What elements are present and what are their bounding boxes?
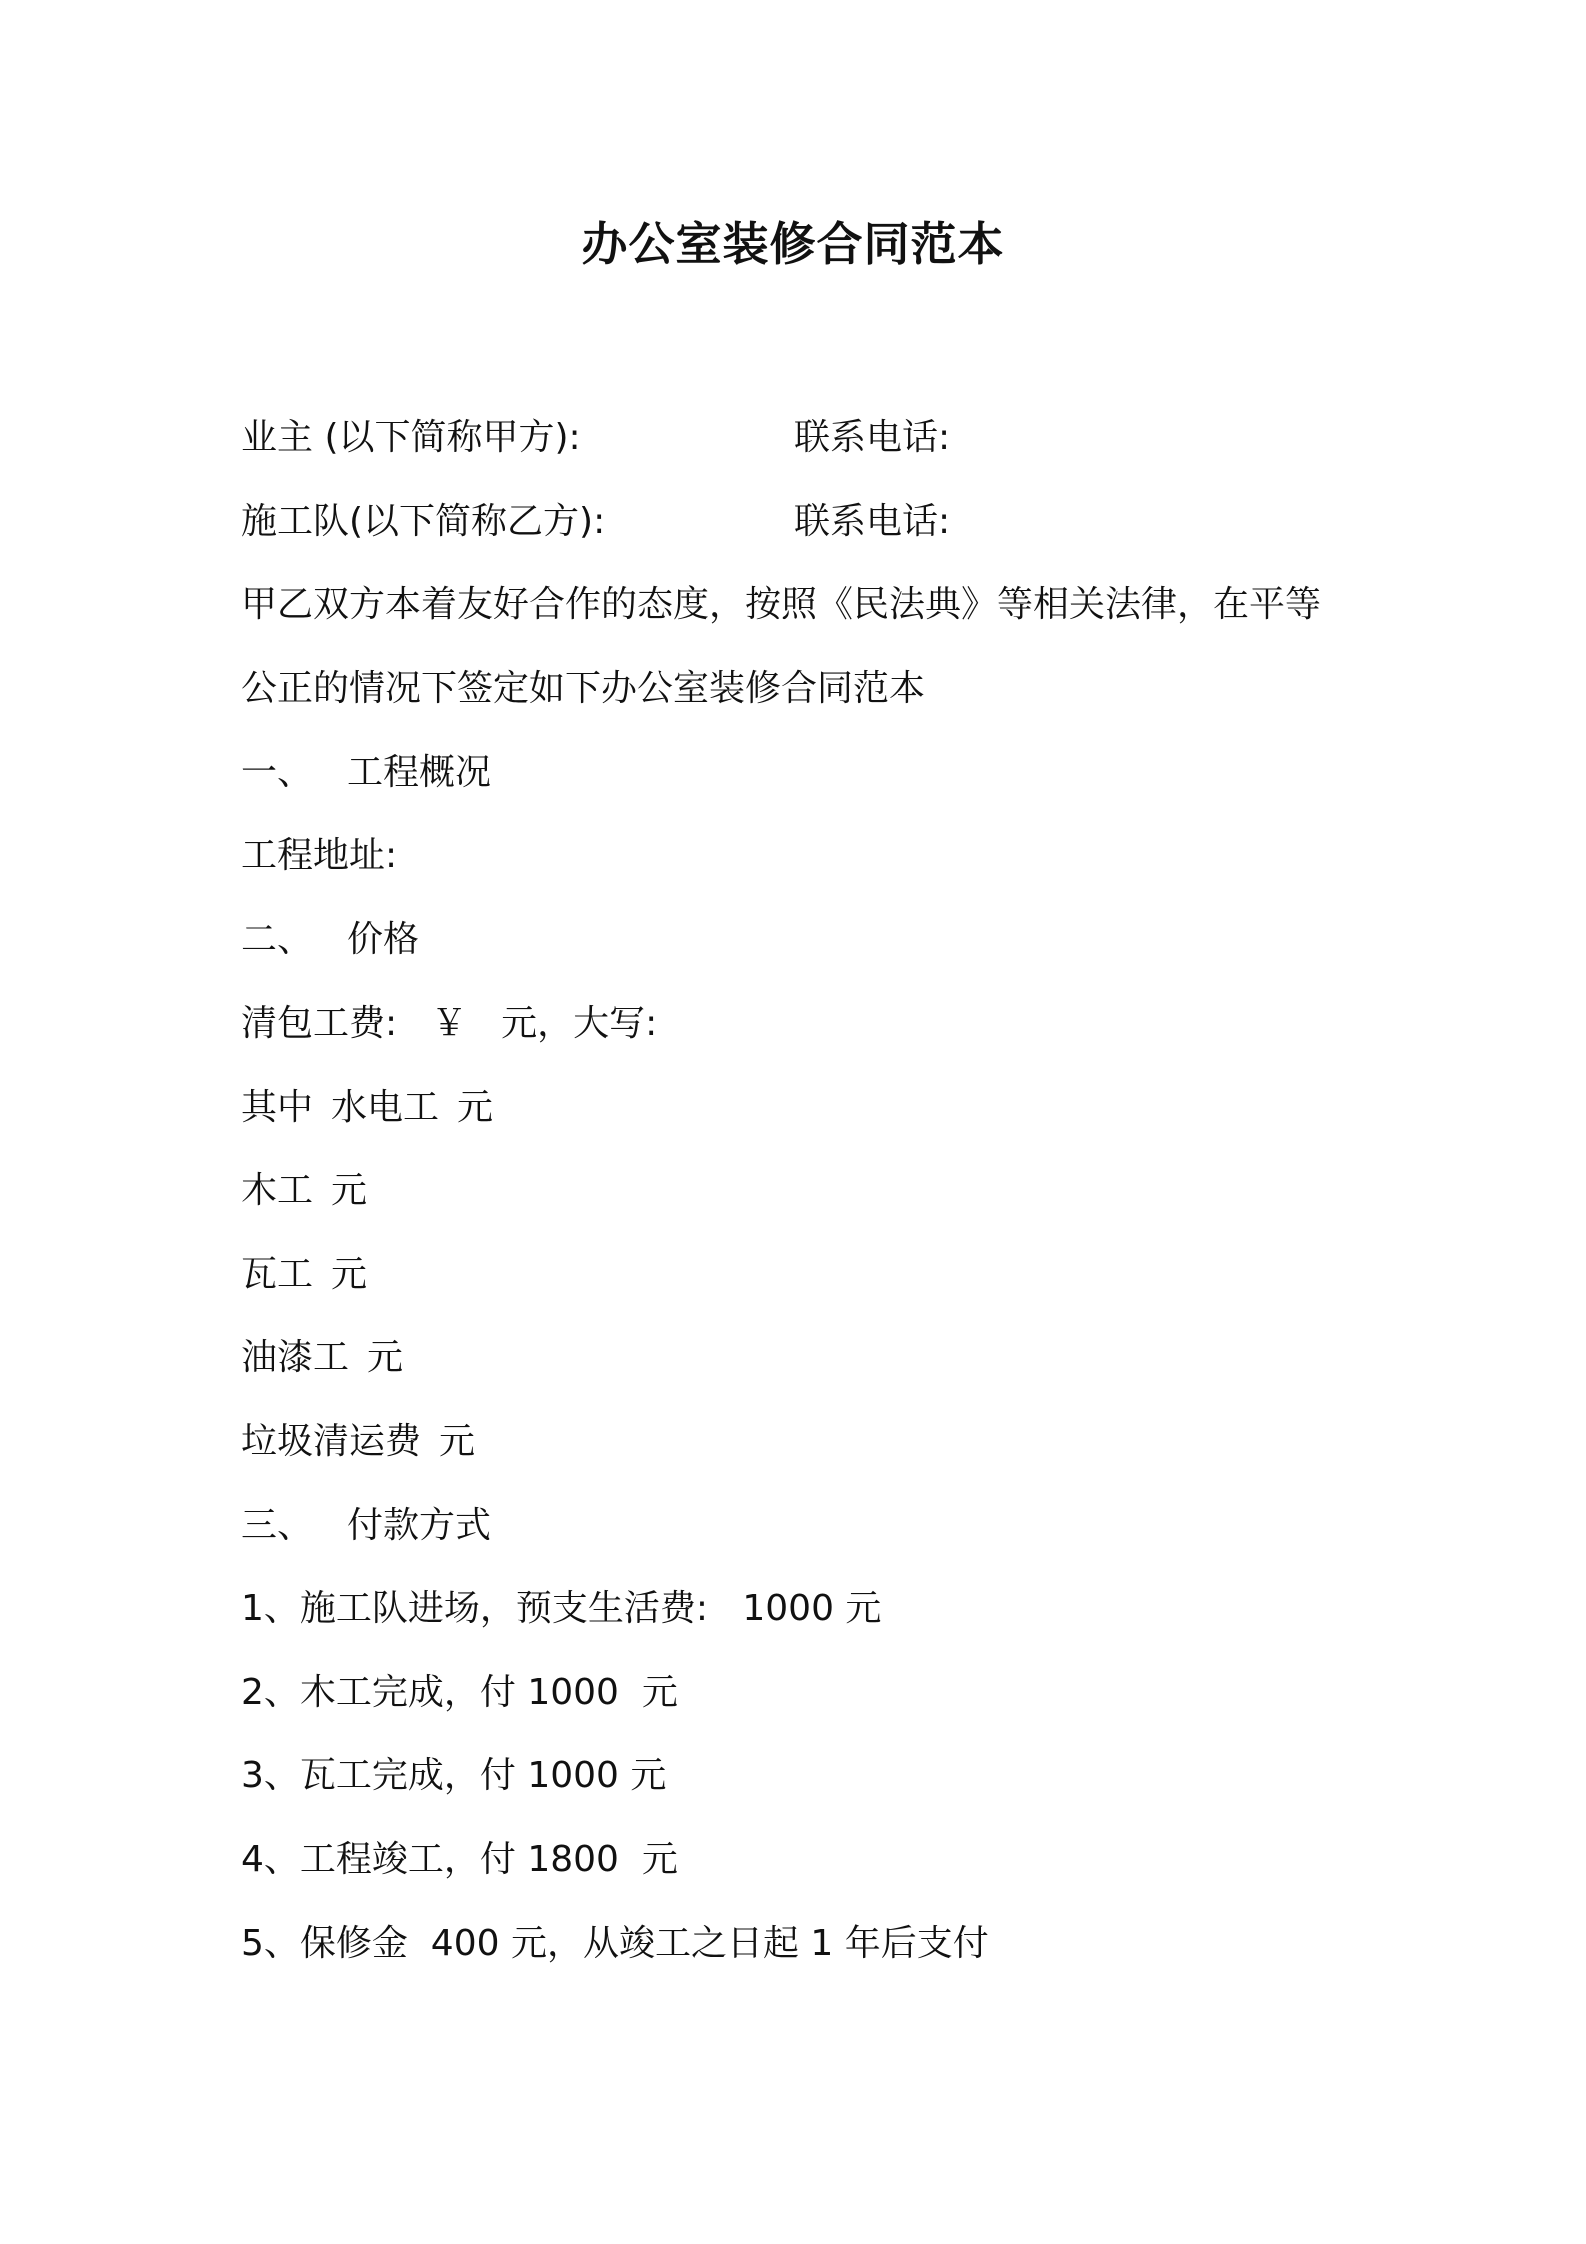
section-2-number: 二、 <box>241 919 314 960</box>
labor-fee-label: 清包工费: <box>241 1003 398 1044</box>
tiling-unit: 元 <box>331 1254 368 1295</box>
waste-label: 垃圾清运费 <box>241 1421 422 1462</box>
payment-item-4: 4、工程竣工，付 1800 元 <box>241 1839 678 1880</box>
breakdown-painting-row <box>241 1334 403 1382</box>
tiling-label: 瓦工 <box>241 1254 314 1295</box>
breakdown-carpentry-row <box>241 1167 367 1215</box>
painting-unit: 元 <box>367 1337 404 1378</box>
intro-line-2: 公正的情况下签定如下办公室装修合同范本 <box>241 668 926 709</box>
section-2-heading <box>241 916 419 964</box>
payment-item-2: 2、木工完成，付 1000 元 <box>241 1672 678 1713</box>
document-title: 办公室装修合同范本 <box>581 217 1005 271</box>
address-label: 工程地址: <box>241 835 398 876</box>
plumbing-label: 水电工 <box>331 1087 440 1128</box>
breakdown-intro: 其中 <box>241 1087 314 1128</box>
section-2-title: 价格 <box>347 919 420 960</box>
payment-item-3: 3、瓦工完成，付 1000 元 <box>241 1755 667 1796</box>
breakdown-tiling-row <box>241 1251 367 1299</box>
party-a-label: 业主 (以下简称甲方): <box>241 417 581 458</box>
labor-fee-currency: ￥ <box>431 1003 468 1044</box>
labor-fee-unit: 元，大写: <box>501 1003 658 1044</box>
section-1-number: 一、 <box>241 752 314 793</box>
waste-unit: 元 <box>439 1421 476 1462</box>
plumbing-unit: 元 <box>457 1087 494 1128</box>
section-1-title: 工程概况 <box>347 752 492 793</box>
party-a-phone-label: 联系电话: <box>794 417 951 458</box>
carpentry-unit: 元 <box>331 1170 368 1211</box>
section-3-number: 三、 <box>241 1505 314 1546</box>
party-b-label: 施工队(以下简称乙方): <box>241 501 606 542</box>
party-b-phone-label: 联系电话: <box>794 501 951 542</box>
party-a-row <box>241 414 951 462</box>
section-3-heading <box>241 1502 491 1550</box>
party-b-row <box>241 498 951 546</box>
intro-line-1: 甲乙双方本着友好合作的态度，按照《民法典》等相关法律，在平等 <box>241 584 1322 625</box>
section-1-heading <box>241 749 491 797</box>
payment-item-1: 1、施工队进场，预支生活费: 1000 元 <box>241 1588 882 1629</box>
breakdown-plumbing-row <box>241 1084 493 1132</box>
breakdown-waste-row <box>241 1418 475 1466</box>
labor-fee-row <box>241 1000 657 1048</box>
payment-item-5: 5、保修金 400 元，从竣工之日起 1 年后支付 <box>241 1923 989 1964</box>
painting-label: 油漆工 <box>241 1337 350 1378</box>
section-3-title: 付款方式 <box>347 1505 492 1546</box>
carpentry-label: 木工 <box>241 1170 314 1211</box>
